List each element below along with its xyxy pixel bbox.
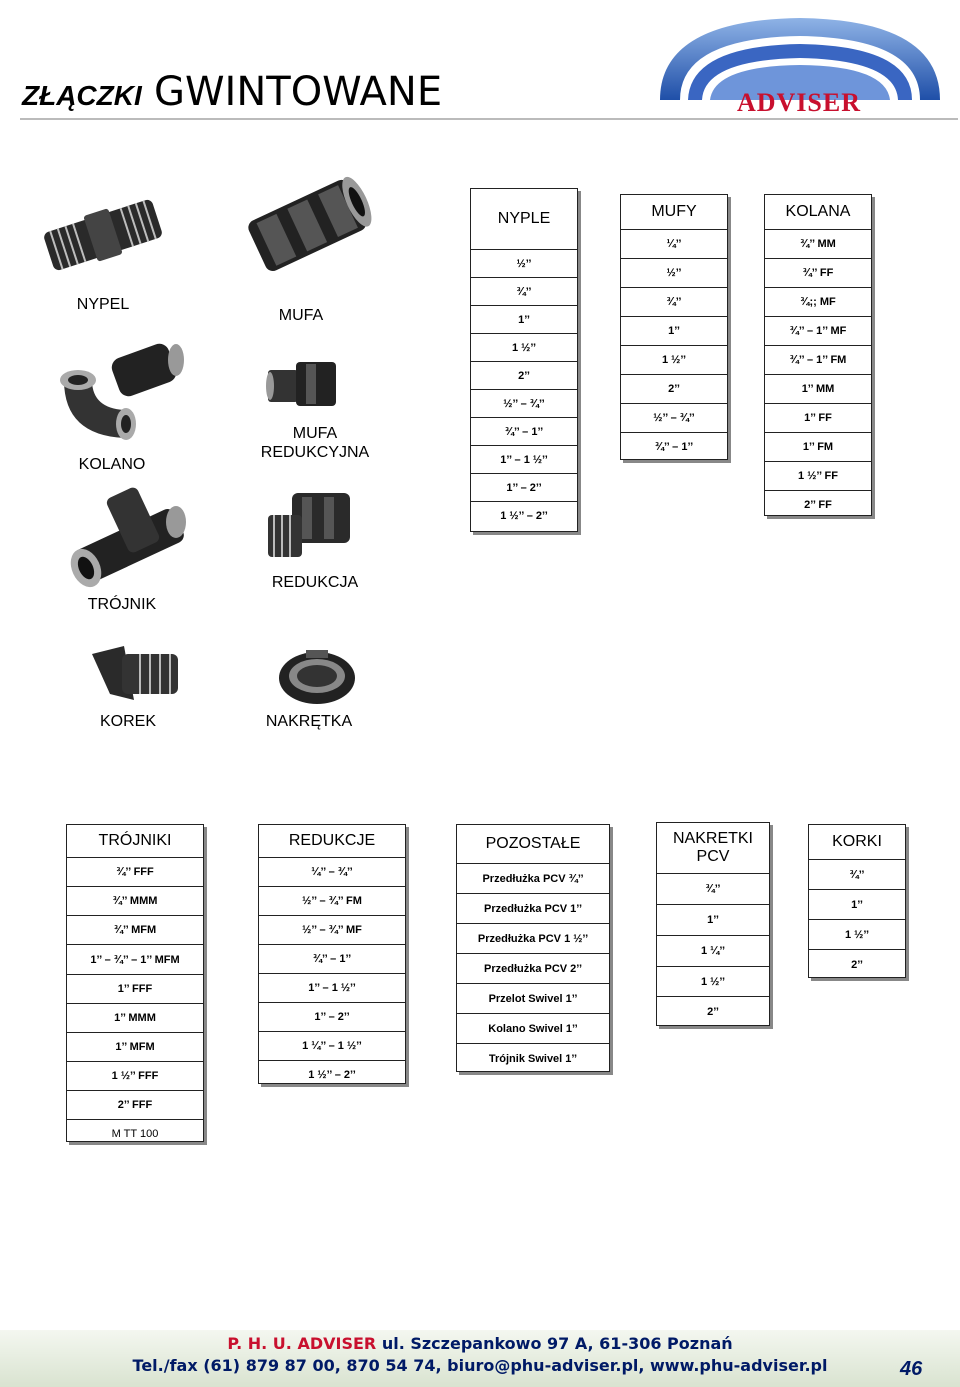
redukcje-row: ½’’ – ¾’’ MF: [259, 916, 405, 945]
mufy-row: ½’’: [621, 259, 727, 288]
header-kolana: KOLANA: [765, 195, 871, 230]
redukcje-row: 1’’ – 2’’: [259, 1003, 405, 1032]
pozostale-row: Kolano Swivel 1’’: [457, 1014, 609, 1044]
nyple-row: 1 ½’’ – 2’’: [500, 509, 548, 522]
pozostale-row: Trójnik Swivel 1’’: [488, 1052, 578, 1065]
table-korki: [808, 824, 906, 978]
redukcje-row: ¾’’ – 1’’: [259, 945, 405, 974]
kolana-row: ¾’’ – 1’’ MF: [765, 317, 871, 346]
kolana-row: 2’’ FF: [804, 498, 832, 511]
label-redukcja: REDUKCJA: [271, 574, 359, 591]
kolana-row: ¾’’ – 1’’ FM: [765, 346, 871, 375]
korki-row: ¾’’: [809, 860, 905, 890]
table-mufy: [620, 194, 728, 460]
pozostale-row: Przedłużka PCV 1’’: [457, 894, 609, 924]
header-mufy: MUFY: [621, 195, 727, 230]
pozostale-row: Przedłużka PCV ¾’’: [457, 864, 609, 894]
table-nakretki: [656, 822, 770, 1026]
nyple-row: ½’’: [471, 250, 577, 278]
table-pozostale: [456, 824, 610, 1072]
nakretki-row: 1 ¼’’: [657, 936, 769, 967]
kolana-row: ¾;; MF: [765, 288, 871, 317]
label-nakretka: NAKRĘTKA: [265, 713, 353, 730]
redukcje-row: 1 ¼’’ – 1 ½’’: [259, 1032, 405, 1061]
redukcje-row: ½’’ – ¾’’ FM: [259, 887, 405, 916]
header-korki: KORKI: [809, 825, 905, 860]
footer-address: [0, 1334, 960, 1353]
trojniki-row: M TT 100: [111, 1128, 159, 1140]
header-nyple: NYPLE: [471, 189, 577, 250]
trojniki-row: 1’’ MFM: [67, 1033, 203, 1062]
korki-row: 2’’: [851, 958, 863, 971]
header-nakretki: NAKRETKI PCV: [657, 823, 769, 874]
page-title: [22, 66, 442, 116]
footer-phu: P. H. U.: [227, 1334, 292, 1353]
nyple-row: 1’’: [471, 306, 577, 334]
kolana-row: 1’’ MM: [765, 375, 871, 404]
mufy-row: ½’’ – ¾’’: [621, 404, 727, 433]
label-korek: KOREK: [99, 713, 156, 730]
mufy-row: 2’’: [621, 375, 727, 404]
pozostale-row: Przedłużka PCV 1 ½’’: [457, 924, 609, 954]
korek-image: [84, 640, 184, 715]
trojniki-row: 1’’ FFF: [67, 975, 203, 1004]
korki-row: 1’’: [809, 890, 905, 920]
kolano-image: [44, 340, 194, 460]
trojniki-row: 1’’ MMM: [67, 1004, 203, 1033]
nypel-image: [38, 185, 168, 290]
page-number: 46: [900, 1358, 923, 1380]
trojniki-row: ¾’’ FFF: [67, 858, 203, 887]
nyple-row: ¾’’: [471, 278, 577, 306]
table-trojniki: [66, 824, 204, 1142]
title-rest: GWINTOWANE: [154, 69, 443, 115]
divider: [20, 118, 958, 120]
label-mufa-red-2: REDUKCYJNA: [260, 444, 370, 461]
redukcja-image: [262, 485, 357, 575]
trojniki-row: ¾’’ MMM: [67, 887, 203, 916]
kolana-row: ¾’’ MM: [765, 230, 871, 259]
nyple-row: ¾’’ – 1’’: [471, 418, 577, 446]
title-bold: ZŁĄCZKI: [22, 80, 142, 111]
nyple-row: 2’’: [471, 362, 577, 390]
trojnik-image: [64, 482, 194, 597]
pozostale-row: Przelot Swivel 1’’: [457, 984, 609, 1014]
nyple-row: 1’’ – 2’’: [471, 474, 577, 502]
nyple-row: ½’’ – ¾’’: [471, 390, 577, 418]
footer-street: ul. Szczepankowo 97 A, 61-306 Poznań: [381, 1334, 733, 1353]
kolana-row: 1’’ FM: [765, 433, 871, 462]
label-mufa-redukcyjna: [240, 424, 390, 462]
mufy-row: 1’’: [621, 317, 727, 346]
adviser-logo: [640, 10, 958, 117]
kolana-row: 1 ½’’ FF: [765, 462, 871, 491]
nyple-row: 1’’ – 1 ½’’: [471, 446, 577, 474]
header-redukcje: REDUKCJE: [259, 825, 405, 858]
label-mufa-red-1: MUFA: [292, 425, 338, 442]
redukcje-row: 1 ½’’ – 2’’: [308, 1069, 356, 1081]
mufy-row: ¼’’: [621, 230, 727, 259]
redukcje-row: 1’’ – 1 ½’’: [259, 974, 405, 1003]
trojniki-row: ¾’’ MFM: [67, 916, 203, 945]
header-pozostale: POZOSTAŁE: [457, 825, 609, 864]
table-kolana: [764, 194, 872, 516]
mufy-row: 1 ½’’: [621, 346, 727, 375]
nyple-row: 1 ½’’: [471, 334, 577, 362]
nakretki-row: 1’’: [657, 905, 769, 936]
korki-row: 1 ½’’: [809, 920, 905, 950]
label-nypel: NYPEL: [76, 296, 130, 313]
logo-text: ADVISER: [736, 88, 862, 117]
label-kolano: KOLANO: [78, 456, 146, 473]
pozostale-row: Przedłużka PCV 2’’: [457, 954, 609, 984]
nakretki-row: ¾’’: [657, 874, 769, 905]
label-mufa: MUFA: [278, 307, 324, 324]
footer-contact: Tel./fax (61) 879 87 00, 870 54 74, biuro@phu-adviser.pl, www.phu-adviser.pl: [132, 1356, 828, 1375]
trojniki-row: 2’’ FFF: [67, 1091, 203, 1120]
header-trojniki: TRÓJNIKI: [67, 825, 203, 858]
table-nyple: [470, 188, 578, 532]
kolana-row: 1’’ FF: [765, 404, 871, 433]
nakretki-row: 1 ½’’: [657, 967, 769, 997]
label-trojnik: TRÓJNIK: [87, 596, 157, 613]
nakretki-row: 2’’: [707, 1005, 719, 1018]
mufy-row: ¾’’: [621, 288, 727, 317]
mufy-row: ¾’’ – 1’’: [654, 441, 694, 453]
kolana-row: ¾’’ FF: [765, 259, 871, 288]
nakretka-image: [276, 648, 358, 713]
redukcje-row: ¼’’ – ¾’’: [259, 858, 405, 887]
mufa-redukcyjna-image: [262, 352, 342, 422]
mufa-image: [232, 168, 382, 288]
footer-company: ADVISER: [297, 1334, 377, 1353]
trojniki-row: 1 ½’’ FFF: [67, 1062, 203, 1091]
trojniki-row: 1’’ – ¾’’ – 1’’ MFM: [67, 945, 203, 975]
table-redukcje: [258, 824, 406, 1084]
